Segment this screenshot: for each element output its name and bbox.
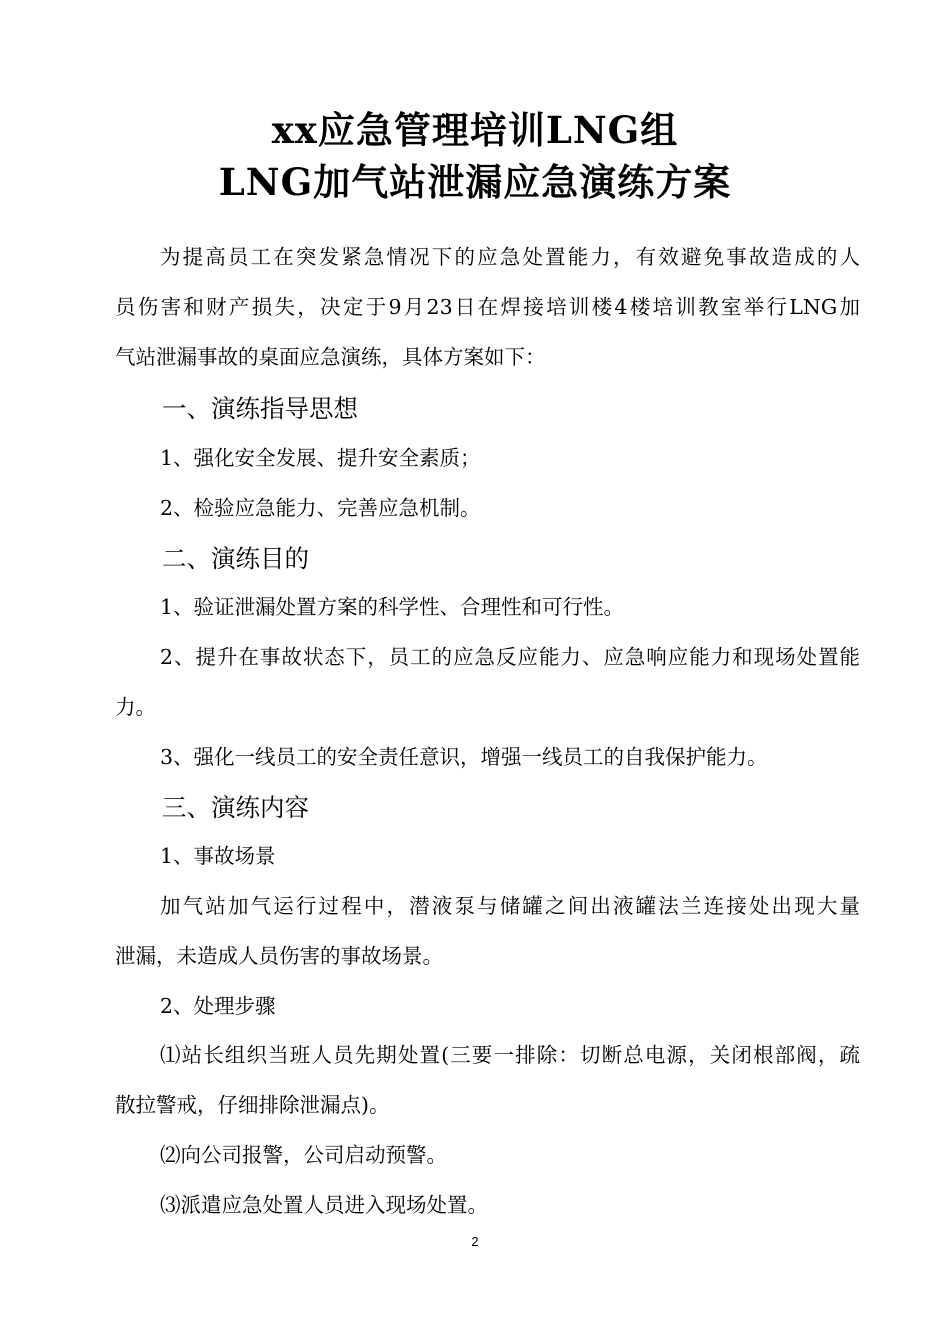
document-title-line2: LNG加气站泄漏应急演练方案 [218, 160, 732, 204]
section2-heading: 二、演练目的 [162, 544, 309, 573]
section3-step1-line2: 散拉警戒，仔细排除泄漏点)。 [115, 1093, 390, 1117]
section1-item2: 2、检验应急能力、完善应急机制。 [160, 496, 481, 520]
section3-sub1-line2: 泄漏，未造成人员伤害的事故场景。 [115, 944, 443, 968]
section2-item3: 3、强化一线员工的安全责任意识，增强一线员工的自我保护能力。 [160, 745, 768, 769]
section3-sub1: 1、事故场景 [160, 844, 276, 868]
section3-step1-line1: ⑴站长组织当班人员先期处置(三要一排除：切断总电源，关闭根部阀，疏 [160, 1043, 860, 1067]
section1-heading: 一、演练指导思想 [162, 394, 358, 423]
section3-step2: ⑵向公司报警，公司启动预警。 [160, 1143, 447, 1167]
section3-sub1-line1: 加气站加气运行过程中，潜液泵与储罐之间出液罐法兰连接处出现大量 [160, 894, 860, 918]
section3-step3: ⑶派遣应急处置人员进入现场处置。 [160, 1193, 488, 1217]
page-number: 2 [471, 1234, 479, 1249]
section3-heading: 三、演练内容 [162, 793, 309, 822]
intro-line3: 气站泄漏事故的桌面应急演练，具体方案如下： [115, 345, 546, 369]
section3-sub2: 2、处理步骤 [160, 994, 276, 1018]
section2-item2-line2: 力。 [115, 695, 156, 719]
document-title-line1: xx应急管理培训LNG组 [271, 108, 679, 152]
intro-line1: 为提高员工在突发紧急情况下的应急处置能力，有效避免事故造成的人 [160, 245, 860, 269]
section1-item1: 1、强化安全发展、提升安全素质； [160, 446, 481, 470]
intro-line2: 员伤害和财产损失，决定于9月23日在焊接培训楼4楼培训教室举行LNG加 [115, 295, 860, 319]
section2-item2-line1: 2、提升在事故状态下，员工的应急反应能力、应急响应能力和现场处置能 [160, 645, 860, 669]
section2-item1: 1、验证泄漏处置方案的科学性、合理性和可行性。 [160, 595, 625, 619]
